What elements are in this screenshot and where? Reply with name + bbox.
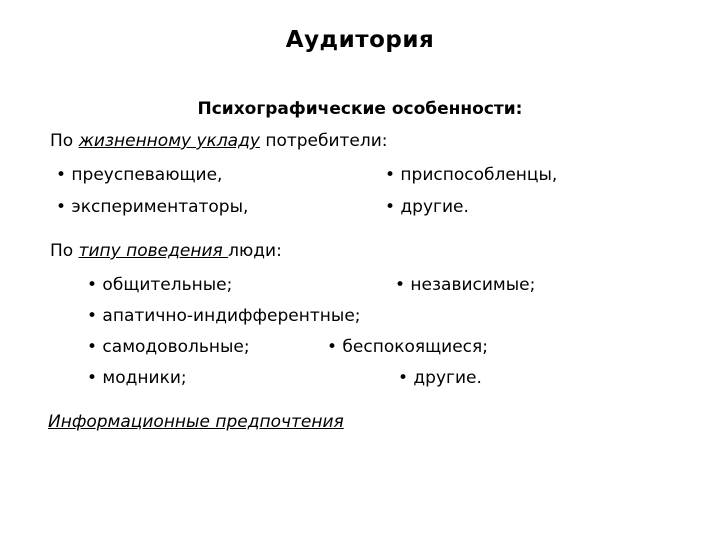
behavior-item-1: • общительные; [87, 275, 233, 295]
behavior-item-5: • беспокоящиеся; [327, 337, 488, 357]
behavior-line [50, 240, 282, 262]
lifestyle-term: жизненному укладу [78, 131, 260, 151]
behavior-item-7: • другие. [398, 368, 482, 388]
behavior-item-6: • модники; [87, 368, 187, 388]
lifestyle-suffix: потребители: [259, 131, 388, 151]
info-preferences: Информационные предпочтения [48, 412, 344, 432]
behavior-prefix: По [50, 241, 79, 261]
behavior-item-2: • независимые; [395, 275, 536, 295]
lifestyle-prefix: По [50, 131, 79, 151]
behavior-item-3: • апатично-индифферентные; [87, 306, 361, 326]
lifestyle-item-2: • приспособленцы, [385, 165, 558, 185]
slide-title: Аудитория [285, 27, 435, 53]
lifestyle-line [50, 130, 388, 152]
lifestyle-item-3: • экспериментаторы, [56, 197, 249, 217]
behavior-term: типу поведения [78, 241, 229, 261]
behavior-suffix: люди: [228, 241, 282, 261]
lifestyle-item-4: • другие. [385, 197, 469, 217]
behavior-item-4: • самодовольные; [87, 337, 250, 357]
lifestyle-item-1: • преуспевающие, [56, 165, 223, 185]
section-heading: Психографические особенности: [197, 99, 523, 119]
